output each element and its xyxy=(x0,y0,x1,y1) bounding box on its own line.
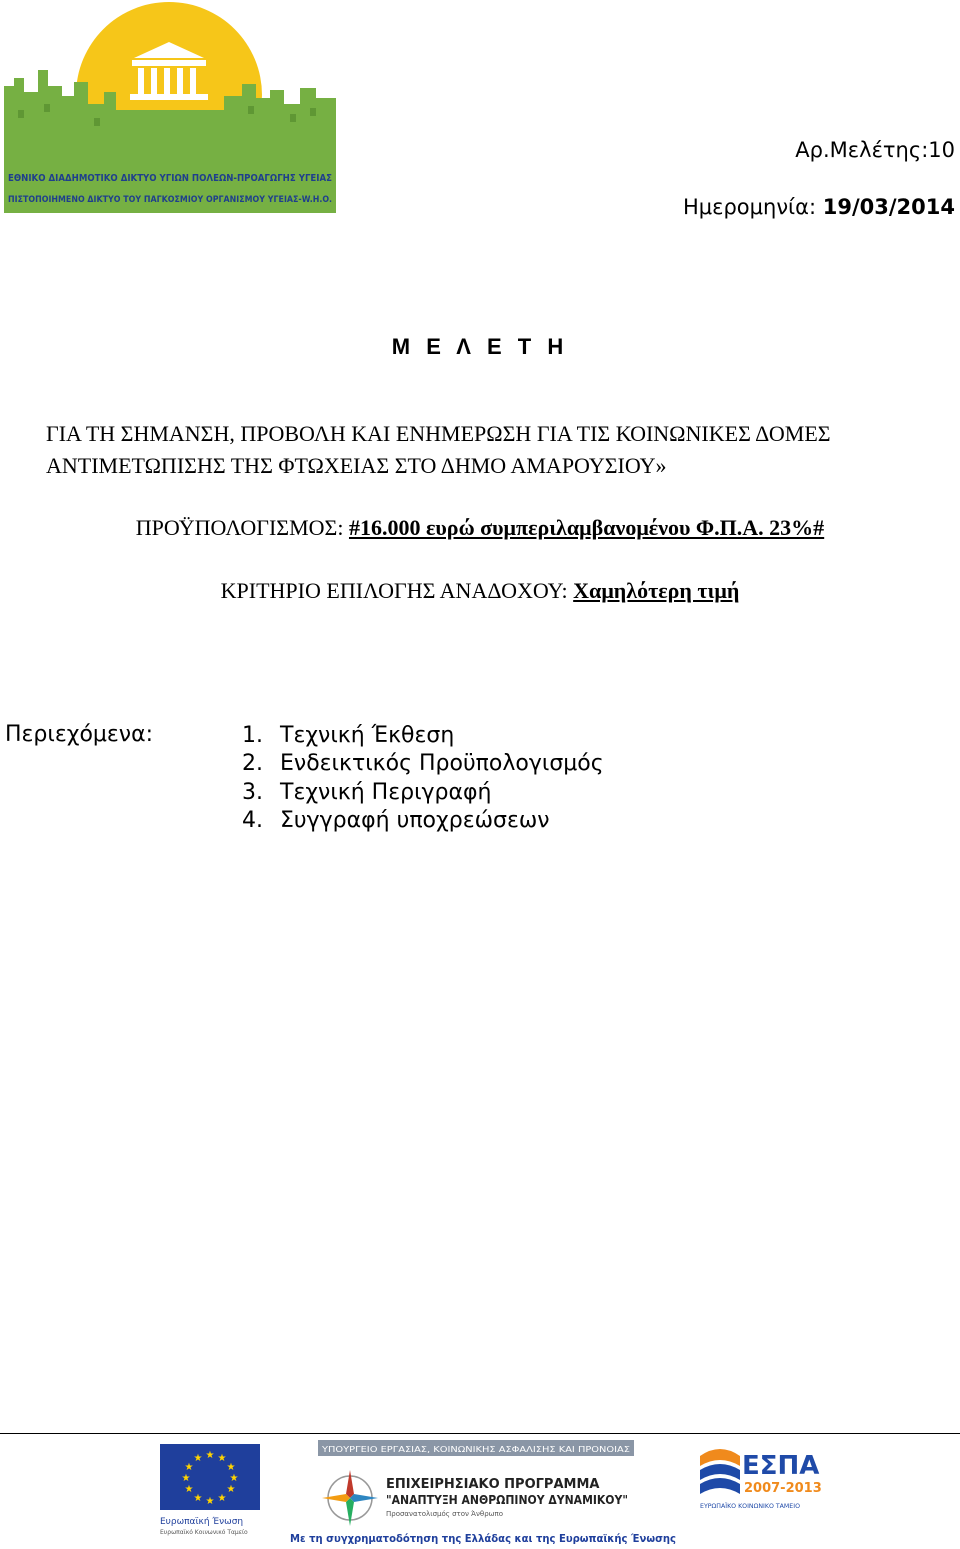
criterion-value: Χαμηλότερη τιμή xyxy=(573,578,740,603)
espa-logo-icon xyxy=(700,1449,740,1494)
contents-item-text: Τεχνική Έκθεση xyxy=(280,723,455,748)
svg-text:★: ★ xyxy=(205,1450,215,1461)
date-label: Ημερομηνία: xyxy=(682,195,817,219)
contents-label: Περιεχόμενα: xyxy=(5,722,153,747)
budget-value: #16.000 ευρώ συμπεριλαμβανομένου Φ.Π.Α. 23%# xyxy=(348,515,825,540)
study-number: Αρ.Μελέτης:10 xyxy=(795,138,955,162)
contents-item-number: 4. xyxy=(242,807,263,833)
svg-text:★: ★ xyxy=(205,1496,215,1507)
date-value: 19/03/2014 xyxy=(822,195,955,219)
contents-item-number: 1. xyxy=(242,723,263,748)
contents-item xyxy=(242,722,604,750)
contents-item xyxy=(242,779,604,807)
document-title: Μ Ε Λ Ε Τ Η xyxy=(391,334,569,359)
contents-item-text: Τεχνική Περιγραφή xyxy=(280,779,492,805)
contents-item-number: 2. xyxy=(242,751,263,777)
svg-text:★: ★ xyxy=(217,1453,227,1464)
svg-text:★: ★ xyxy=(184,1462,194,1473)
budget-line xyxy=(0,515,960,541)
ministry-label: ΥΠΟΥΡΓΕΙΟ ΕΡΓΑΣΙΑΣ, ΚΟΙΝΩΝΙΚΗΣ ΑΣΦΑΛΙΣΗΣ ΚΑΙ ΠΡΟΝΟΙΑΣ xyxy=(320,1445,630,1454)
eu-flag-icon xyxy=(160,1444,260,1510)
svg-text:★: ★ xyxy=(226,1462,236,1473)
program-line-3: Προσανατολισμός στον Άνθρωπο xyxy=(386,1510,503,1518)
contents-item xyxy=(242,807,604,835)
eu-label: Ευρωπαϊκή Ένωση xyxy=(160,1517,244,1527)
logo-line-1: ΕΘΝΙΚΟ ΔΙΑΔΗΜΟΤΙΚΟ ΔΙΚΤΥΟ ΥΓΙΩΝ ΠΟΛΕΩΝ-ΠΡΟΑΓΩΓΗΣ ΥΓΕΙΑΣ xyxy=(8,173,333,184)
svg-text:★: ★ xyxy=(193,1453,203,1464)
healthy-cities-logo xyxy=(4,0,336,213)
budget-label: ΠΡΟΫΠΟΛΟΓΙΣΜΟΣ: xyxy=(135,515,344,540)
footer-divider xyxy=(0,1433,960,1434)
footer-logos xyxy=(0,1436,960,1549)
svg-text:★: ★ xyxy=(217,1493,227,1504)
svg-text:★: ★ xyxy=(184,1484,194,1495)
espa-sub-label: ΕΥΡΩΠΑΪΚΟ ΚΟΙΝΩΝΙΚΟ ΤΑΜΕΙΟ xyxy=(700,1503,801,1510)
criterion-label: ΚΡΙΤΗΡΙΟ ΕΠΙΛΟΓΗΣ ΑΝΑΔΟΧΟΥ: xyxy=(220,578,568,603)
contents-item xyxy=(242,750,604,778)
logo-line-2: ΠΙΣΤΟΠΟΙΗΜΕΝΟ ΔΙΚΤΥΟ ΤΟΥ ΠΑΓΚΟΣΜΙΟΥ ΟΡΓΑΝΙΣΜΟΥ ΥΓΕΙΑΣ-W.H.O. xyxy=(8,195,332,205)
svg-text:★: ★ xyxy=(193,1493,203,1504)
contents-item-text: Συγγραφή υποχρεώσεων xyxy=(280,807,550,833)
date-line xyxy=(683,195,955,219)
criterion-line xyxy=(0,578,960,604)
contents-item-number: 3. xyxy=(242,779,263,805)
contents-list xyxy=(242,722,604,835)
espa-years: 2007-2013 xyxy=(744,1481,822,1496)
espa-label: ΕΣΠΑ xyxy=(742,1451,820,1481)
document-subject: ΓΙΑ ΤΗ ΣΗΜΑΝΣΗ, ΠΡΟΒΟΛΗ ΚΑΙ ΕΝΗΜΕΡΩΣΗ ΓΙΑ ΤΙΣ ΚΟΙΝΩΝΙΚΕΣ ΔΟΜΕΣ ΑΝΤΙΜΕΤΩΠΙΣΗΣ ΤΗΣ ΦΤΩΧΕΙΑΣ ΣΤΟ ΔΗΜΟ ΑΜΑΡΟΥΣΙΟΥ» xyxy=(46,421,831,478)
program-line-2: "ΑΝΑΠΤΥΞΗ ΑΝΘΡΩΠΙΝΟΥ ΔΥΝΑΜΙΚΟΥ" xyxy=(386,1493,628,1507)
svg-text:★: ★ xyxy=(226,1484,236,1495)
program-line-1: ΕΠΙΧΕΙΡΗΣΙΑΚΟ ΠΡΟΓΡΑΜΜΑ xyxy=(386,1477,600,1492)
svg-text:★: ★ xyxy=(181,1473,191,1484)
contents-item-text: Ενδεικτικός Προϋπολογισμός xyxy=(280,751,604,777)
compass-icon xyxy=(322,1470,378,1526)
svg-text:★: ★ xyxy=(229,1473,239,1484)
eu-sub-label: Ευρωπαϊκό Κοινωνικό Ταμείο xyxy=(160,1529,248,1536)
cofinance-label: Με τη συγχρηματοδότηση της Ελλάδας και της Ευρωπαϊκής Ένωσης xyxy=(290,1532,676,1545)
